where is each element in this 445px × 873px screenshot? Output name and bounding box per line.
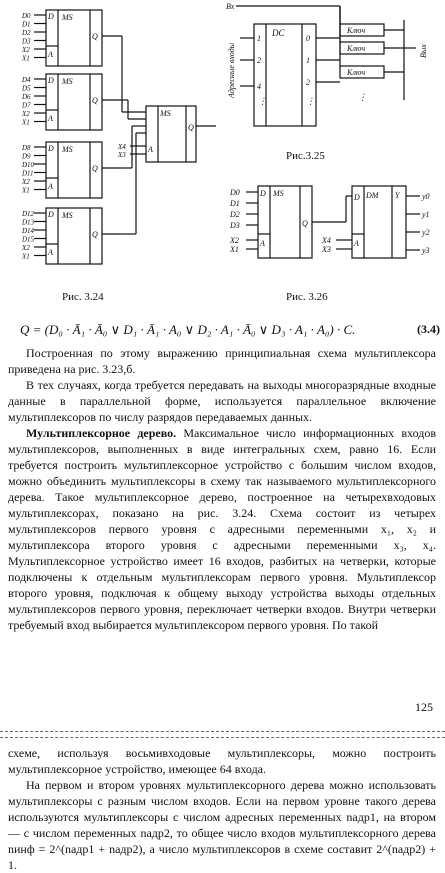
- ellipsis: ⋮: [258, 96, 267, 106]
- input-label: X2: [230, 236, 239, 245]
- input-label: D6: [22, 93, 31, 101]
- port-label: Q: [92, 230, 98, 239]
- page-divider: [0, 737, 445, 738]
- paragraph: Построенная по этому выражению принципиальная схема мультиплексора приведена на рис. 3.23,б.: [8, 346, 436, 376]
- input-label: D4: [22, 76, 31, 84]
- paragraph-body: Максимальное число информационных входов мультиплексоров, выполненных в виде интегральных схем, равно 16. Если требуется построить мультиплексорное устройство с большим числом входов, можно объединить мультиплексоры в схему так называемого мультиплексорного дерева. Такое мультиплексорное дерево, построенное на четырехвходовых мультиплексорах, показано на рис. 3.24. Схема состоит из четырех мультиплексоров первого уровня с адресными переменными x₁, x₂ и мультиплексора второго уровня с адресными переменными x₃, x₄. Мультиплексорное устройство имеет 16 входов, разбитых на четверки, которые подключены к отдельным мультиплексорам первого уровня. Мультиплексор второго уровня, подключая к общему выходу устройства выходы отдельных мультиплексоров первого уровня, переключает четверки входов. Внутри четверки требуемый вход выбирается мультиплексором первого уровня. По такой: [8, 426, 436, 632]
- page-125-text: [8, 345, 436, 633]
- input-label: D15: [22, 235, 35, 244]
- port-label: D: [354, 193, 360, 202]
- pin-number: 1: [306, 56, 310, 65]
- input-label: D3: [22, 37, 31, 46]
- formula-text: Q = (D₀ · Ā₁ · Ā₀ ∨ D₁ · Ā₁ · A₀ ∨ D₂ · A₁ · Ā₀ ∨ D₃ · A₁ · A₀) · C.: [20, 322, 356, 337]
- page-number: 125: [415, 700, 433, 714]
- input-label: X2: [22, 178, 30, 186]
- mux-label: MS: [62, 13, 73, 22]
- port-label: A: [148, 145, 153, 154]
- mux-label: MS: [273, 189, 284, 198]
- figure-3-26: [229, 186, 430, 258]
- input-label: X1: [22, 54, 30, 63]
- port-label: D: [260, 189, 266, 198]
- port-label: Q: [302, 219, 308, 228]
- port-label: D: [48, 210, 54, 219]
- port-label: Q: [92, 164, 98, 173]
- port-label: A: [48, 182, 53, 191]
- demux-label: DM: [366, 191, 379, 200]
- port-label: A: [48, 248, 53, 257]
- output-label: Вых: [419, 44, 428, 58]
- ellipsis: ⋮: [358, 92, 367, 102]
- port-label: A: [260, 239, 265, 248]
- input-label: X2: [22, 46, 30, 54]
- port-label: Q: [92, 96, 98, 105]
- input-label: X1: [22, 252, 30, 261]
- mux-label: MS: [62, 211, 73, 220]
- ellipsis: ⋮: [306, 96, 315, 106]
- address-label: X4: [322, 236, 331, 245]
- port-label: Q: [92, 32, 98, 41]
- input-label: D12: [22, 210, 35, 218]
- port-label: D: [48, 144, 54, 153]
- address-label: X3: [322, 245, 331, 254]
- input-label: X2: [22, 244, 30, 252]
- input-label: D8: [22, 144, 31, 152]
- section-heading: Мультиплексорное дерево.: [26, 426, 177, 440]
- address-inputs-label: Адресные входы: [227, 42, 236, 98]
- pin-number: 4: [257, 82, 261, 91]
- input-label: D5: [22, 84, 31, 93]
- input-label: D9: [22, 152, 31, 161]
- figure-3-24: [21, 10, 216, 264]
- paragraph: схеме, используя восьмивходовые мультиплексоры, можно построить мультиплексорное устройство, имеющее 64 входа.: [8, 746, 436, 776]
- port-label: Y: [395, 191, 400, 200]
- input-label: D0: [22, 12, 31, 20]
- formula-3-4: [20, 322, 440, 338]
- input-label: D1: [230, 199, 240, 208]
- port-label: Q: [188, 123, 194, 132]
- port-label: A: [48, 114, 53, 123]
- address-label: X3: [118, 151, 126, 159]
- pin-number: 0: [306, 34, 310, 43]
- decoder-label: DC: [272, 28, 285, 38]
- input-label: D2: [230, 210, 240, 219]
- mux-label: MS: [62, 77, 73, 86]
- input-label: X1: [22, 186, 30, 195]
- key-label: Ключ: [347, 26, 366, 35]
- figures-area: [0, 0, 445, 310]
- figure-3-26-caption: Рис. 3.26: [286, 291, 328, 303]
- input-label: D3: [230, 221, 240, 230]
- pin-number: 1: [257, 34, 261, 43]
- input-label: D11: [22, 169, 34, 178]
- port-label: D: [48, 12, 54, 21]
- input-label: X1: [230, 245, 239, 254]
- page-divider: [0, 731, 445, 732]
- output-label: y3: [422, 246, 430, 255]
- paragraph: В тех случаях, когда требуется передавать на выходы многоразрядные входные данные в параллельной форме, используется параллельное включение мультиплексоров по числу разрядов передаваемых данных.: [8, 378, 436, 424]
- input-label: D0: [230, 188, 240, 197]
- paragraph: [8, 425, 436, 633]
- input-label: D10: [22, 161, 35, 169]
- input-label: D1: [22, 20, 31, 29]
- input-label: X1: [22, 118, 30, 127]
- mux-label: MS: [62, 145, 73, 154]
- formula-number: (3.4): [417, 322, 440, 336]
- figure-3-24-caption: Рис. 3.24: [62, 291, 104, 303]
- input-label: D14: [22, 227, 35, 235]
- input-label: D13: [22, 218, 35, 227]
- port-label: A: [48, 50, 53, 59]
- paragraph: На первом и втором уровнях мультиплексорного дерева можно использовать мультиплексоры с разным числом входов. Если на первом уровне такого дерева используются мультиплексоры с числом адресных переменных nадр1, на втором — с числом переменных nадр2, то общее число входов мультиплексорного дерева nинф = 2^(nадр1 + nадр2), а число мультиплексоров в схеме составит 2^(nадр2) + 1.: [8, 778, 436, 872]
- output-label: y0: [422, 192, 430, 201]
- second-level-mux: [146, 106, 196, 162]
- figure-3-25-caption: Рис.3.25: [286, 150, 325, 162]
- port-label: A: [354, 239, 359, 248]
- port-label: D: [48, 76, 54, 85]
- output-label: y2: [422, 228, 430, 237]
- key-label: Ключ: [347, 68, 366, 77]
- page-126-text: [8, 745, 436, 873]
- input-label: Вх: [226, 2, 235, 11]
- input-label: D7: [22, 101, 31, 110]
- address-label: X4: [118, 143, 126, 151]
- key-label: Ключ: [347, 44, 366, 53]
- input-label: X2: [22, 110, 30, 118]
- mux-label: MS: [160, 109, 171, 118]
- figure-3-25: [226, 2, 428, 126]
- output-label: y1: [422, 210, 430, 219]
- pin-number: 2: [257, 56, 261, 65]
- pin-number: 2: [306, 78, 310, 87]
- input-label: D2: [22, 29, 31, 37]
